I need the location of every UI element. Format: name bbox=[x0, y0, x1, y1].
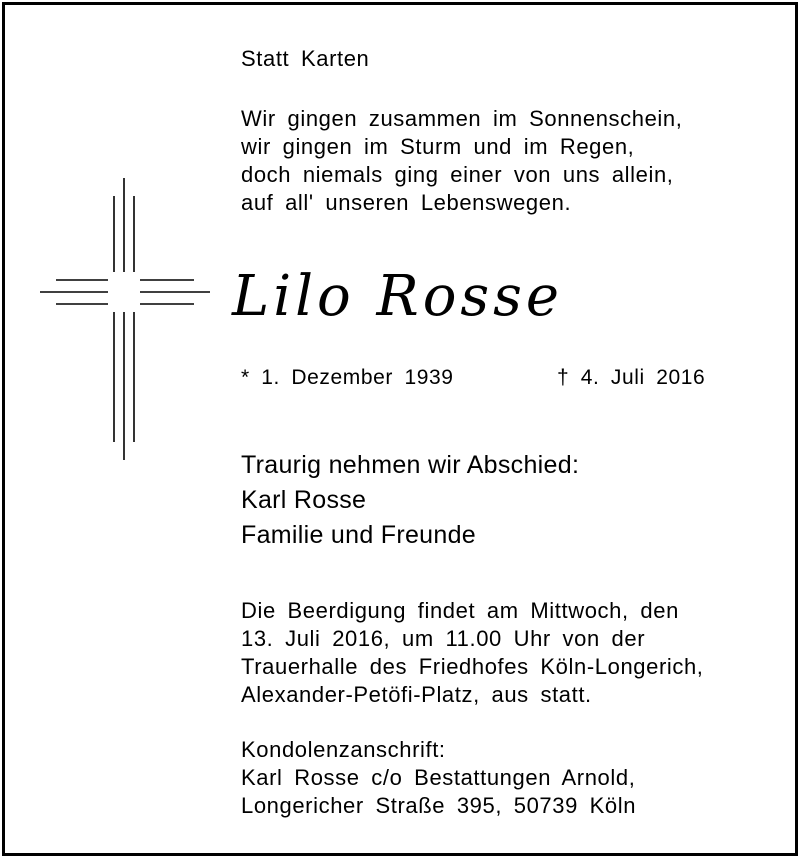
condolence-line: Karl Rosse c/o Bestattungen Arnold, bbox=[241, 765, 636, 790]
funeral-line: Alexander-Petöfi-Platz, aus statt. bbox=[241, 682, 592, 707]
funeral-line: 13. Juli 2016, um 11.00 Uhr von der bbox=[241, 626, 646, 651]
mourners-line: Familie und Freunde bbox=[241, 521, 476, 549]
poem bbox=[241, 105, 682, 217]
mourners-line: Karl Rosse bbox=[241, 486, 367, 514]
poem-line: doch niemals ging einer von uns allein, bbox=[241, 162, 674, 187]
mourners bbox=[241, 448, 579, 553]
funeral-line: Die Beerdigung findet am Mittwoch, den bbox=[241, 598, 679, 623]
funeral-info bbox=[241, 597, 704, 709]
notice-heading: Statt Karten bbox=[241, 46, 370, 71]
funeral-line: Trauerhalle des Friedhofes Köln-Longerich, bbox=[241, 654, 704, 679]
poem-line: wir gingen im Sturm und im Regen, bbox=[241, 134, 635, 159]
condolence-line: Kondolenzanschrift: bbox=[241, 737, 446, 762]
death-date: † 4. Juli 2016 bbox=[557, 366, 706, 389]
birth-date: * 1. Dezember 1939 bbox=[241, 366, 454, 389]
condolence-address bbox=[241, 736, 636, 820]
poem-line: auf all' unseren Lebenswegen. bbox=[241, 190, 572, 215]
mourners-line: Traurig nehmen wir Abschied: bbox=[241, 451, 580, 479]
deceased-name: Lilo Rosse bbox=[232, 264, 564, 329]
condolence-line: Longericher Straße 395, 50739 Köln bbox=[241, 793, 637, 818]
poem-line: Wir gingen zusammen im Sonnenschein, bbox=[241, 106, 683, 131]
